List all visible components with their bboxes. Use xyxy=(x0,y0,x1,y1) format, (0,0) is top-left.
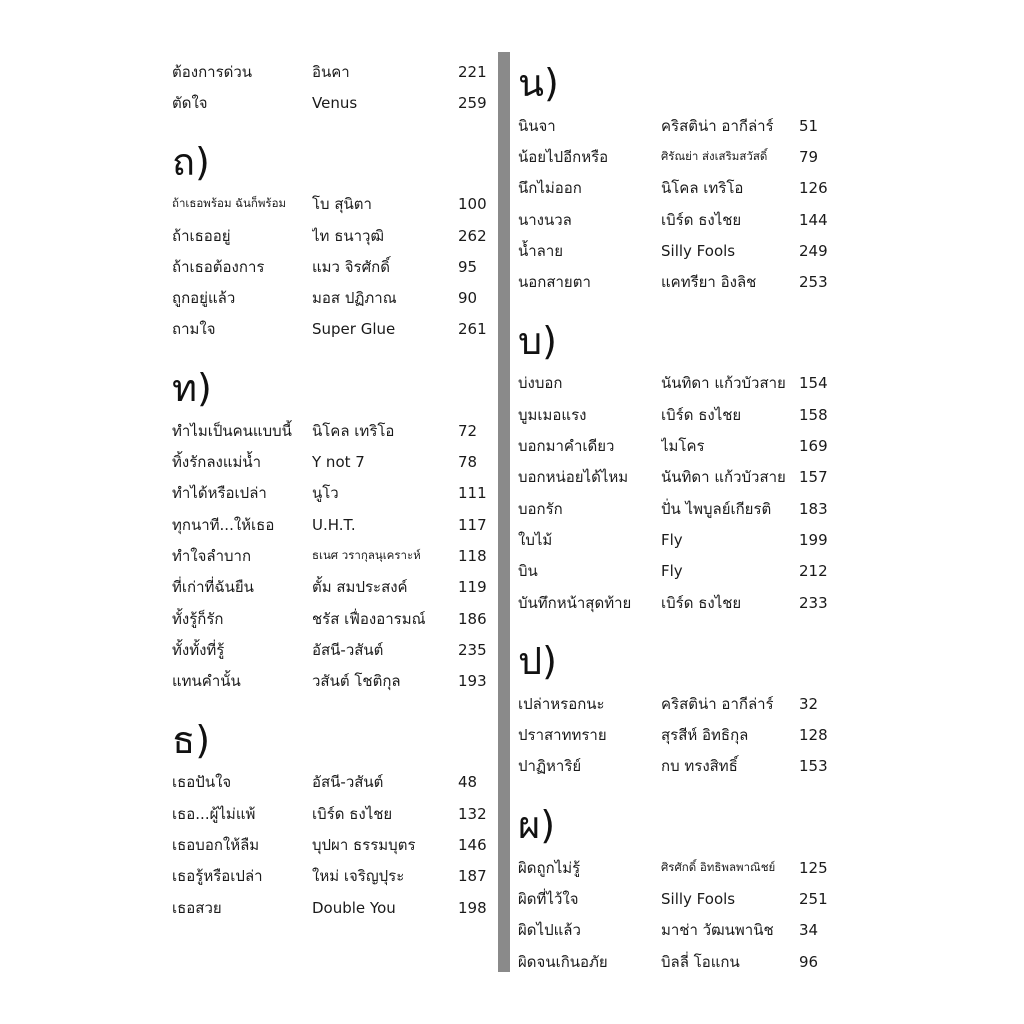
index-entry xyxy=(172,56,490,87)
page-number: 132 xyxy=(458,804,487,823)
section-letter: น) xyxy=(518,61,559,105)
artist-name: แมว จิรศักดิ์ xyxy=(312,257,390,276)
song-title: น้ำลาย xyxy=(518,241,564,260)
song-title: เธอปันใจ xyxy=(172,773,232,792)
artist-name: ตั้ม สมประสงค์ xyxy=(312,578,408,597)
artist-name: Y not 7 xyxy=(312,453,365,472)
index-entry xyxy=(172,572,490,603)
index-entry xyxy=(518,430,836,461)
page-number: 79 xyxy=(799,147,819,166)
song-title: เธอรู้หรือเปล่า xyxy=(172,867,263,886)
page-number: 96 xyxy=(799,952,819,971)
artist-name: บิลลี่ โอแกน xyxy=(661,952,740,971)
index-entry xyxy=(172,665,490,696)
index-entry xyxy=(518,173,836,204)
artist-name: ชรัส เฟื่องอารมณ์ xyxy=(312,609,426,628)
page-number: 144 xyxy=(799,210,828,229)
index-entry xyxy=(518,368,836,399)
index-entry xyxy=(172,861,490,892)
index-entry xyxy=(172,87,490,118)
page-number: 72 xyxy=(458,421,478,440)
song-title: ทั้งรู้ก็รัก xyxy=(172,609,224,628)
artist-name: คริสติน่า อากีล่าร์ xyxy=(661,116,774,135)
index-entry xyxy=(518,556,836,587)
page-number: 95 xyxy=(458,257,478,276)
artist-name: Fly xyxy=(661,530,683,549)
song-title: ทุกนาที...ให้เธอ xyxy=(172,515,275,534)
artist-name: เบิร์ด ธงไชย xyxy=(661,405,742,424)
artist-name: นันทิดา แก้วบัวสาย xyxy=(661,468,786,487)
song-title: ตัดใจ xyxy=(172,93,208,112)
index-entry xyxy=(518,266,836,297)
song-title: ถูกอยู่แล้ว xyxy=(172,289,236,308)
song-title: บอกหน่อยได้ไหม xyxy=(518,468,629,487)
index-entry xyxy=(172,415,490,446)
artist-name: เบิร์ด ธงไชย xyxy=(312,804,393,823)
artist-name: Fly xyxy=(661,562,683,581)
index-section xyxy=(172,361,490,697)
artist-name: คริสติน่า อากีล่าร์ xyxy=(661,694,774,713)
artist-name: นันทิดา แก้วบัวสาย xyxy=(661,374,786,393)
song-title: ทำไมเป็นคนแบบนี้ xyxy=(172,421,292,440)
song-title: ที่เก่าที่ฉันยืน xyxy=(172,578,254,597)
song-title: บันทึกหน้าสุดท้าย xyxy=(518,593,632,612)
song-title: ปาฏิหาริย์ xyxy=(518,757,582,776)
section-letter: ถ) xyxy=(172,139,210,184)
index-section xyxy=(172,135,490,345)
page-number: 261 xyxy=(458,320,487,339)
page-number: 199 xyxy=(799,530,828,549)
page-number: 118 xyxy=(458,546,487,565)
page-number: 153 xyxy=(799,757,828,776)
column-divider xyxy=(498,52,510,972)
page-number: 32 xyxy=(799,694,819,713)
page-number: 34 xyxy=(799,921,819,940)
artist-name: ใหม่ เจริญปุระ xyxy=(312,867,405,886)
artist-name: เบิร์ด ธงไชย xyxy=(661,210,742,229)
song-title: น้อยไปอีกหรือ xyxy=(518,147,609,166)
page-number: 117 xyxy=(458,515,487,534)
song-title: ทิ้งรักลงแม่น้ำ xyxy=(172,453,262,472)
section-letter: ป) xyxy=(518,639,557,684)
page-number: 193 xyxy=(458,672,487,691)
index-entry xyxy=(518,946,836,977)
page-number: 90 xyxy=(458,289,478,308)
artist-name: อินคา xyxy=(312,62,350,81)
artist-name: ไมโคร xyxy=(661,437,705,456)
index-entry xyxy=(172,446,490,477)
page-number: 78 xyxy=(458,453,478,472)
song-title: ทั้งทั้งที่รู้ xyxy=(172,640,225,659)
page-number: 262 xyxy=(458,226,487,245)
song-title: ผิดที่ไว้ใจ xyxy=(518,889,579,908)
song-title: ถ้าเธอพร้อม ฉันก็พร้อม xyxy=(172,196,287,211)
song-title: บ่งบอก xyxy=(518,374,563,393)
page-number: 126 xyxy=(799,179,828,198)
page-number: 233 xyxy=(799,593,828,612)
song-title: นางนวล xyxy=(518,210,572,229)
index-entry xyxy=(172,767,490,798)
index-entry xyxy=(172,892,490,923)
page-number: 187 xyxy=(458,867,487,886)
index-entry xyxy=(518,204,836,235)
section-letter: ท) xyxy=(172,366,212,411)
index-entry xyxy=(518,719,836,750)
page-number: 51 xyxy=(799,116,819,135)
page-number: 119 xyxy=(458,578,487,597)
section-letter: ผ) xyxy=(518,803,556,848)
index-entry xyxy=(518,141,836,172)
artist-name: บุปผา ธรรมบุตร xyxy=(312,835,416,854)
index-section xyxy=(518,634,836,782)
page-number: 251 xyxy=(799,889,828,908)
song-title: ทำได้หรือเปล่า xyxy=(172,484,267,503)
page-number: 125 xyxy=(799,858,828,877)
song-title: แทนคำนั้น xyxy=(172,672,241,691)
artist-name: มาช่า วัฒนพานิช xyxy=(661,921,774,940)
song-title: ต้องการด่วน xyxy=(172,62,253,81)
index-entry xyxy=(172,478,490,509)
song-title: เธอสวย xyxy=(172,898,222,917)
artist-name: กบ ทรงสิทธิ์ xyxy=(661,757,738,776)
section-letter: บ) xyxy=(518,318,557,363)
song-title: ผิดถูกไม่รู้ xyxy=(518,858,581,877)
song-title: บิน xyxy=(518,562,538,581)
index-entry xyxy=(172,509,490,540)
song-title: ปราสาททราย xyxy=(518,726,607,745)
page-number: 249 xyxy=(799,241,828,260)
index-section xyxy=(518,798,836,977)
page-number: 100 xyxy=(458,195,487,214)
artist-name: อัสนี-วสันต์ xyxy=(312,773,384,792)
index-entry xyxy=(518,110,836,141)
artist-name: มอส ปฏิภาณ xyxy=(312,289,397,308)
song-title: ผิดจนเกินอภัย xyxy=(518,952,608,971)
index-entry xyxy=(518,852,836,883)
index-entry xyxy=(518,883,836,914)
artist-name: นิโคล เทริโอ xyxy=(312,421,395,440)
page-number: 158 xyxy=(799,405,828,424)
page-number: 259 xyxy=(458,93,487,112)
index-entry xyxy=(518,751,836,782)
right-column xyxy=(518,56,836,993)
page-number: 48 xyxy=(458,773,478,792)
song-title: เปล่าหรอกนะ xyxy=(518,694,605,713)
index-entry xyxy=(172,314,490,345)
page-number: 253 xyxy=(799,273,828,292)
page-number: 111 xyxy=(458,484,487,503)
artist-name: นิโคล เทริโอ xyxy=(661,179,744,198)
page-number: 157 xyxy=(799,468,828,487)
artist-name: ปั่น ไพบูลย์เกียรติ xyxy=(661,499,772,518)
artist-name: วสันต์ โชติกุล xyxy=(312,672,401,691)
song-title: ทำใจลำบาก xyxy=(172,546,252,565)
artist-name: สุรสีห์ อิทธิกุล xyxy=(661,726,749,745)
artist-name: ธเนศ วรากุลนุเคราะห์ xyxy=(312,547,421,562)
index-section xyxy=(172,713,490,923)
artist-name: Venus xyxy=(312,93,358,112)
index-entry xyxy=(172,220,490,251)
artist-name: เบิร์ด ธงไชย xyxy=(661,593,742,612)
artist-name: ศิรศักดิ์ อิทธิพลพาณิชย์ xyxy=(661,859,776,874)
index-entry xyxy=(172,603,490,634)
artist-name: Double You xyxy=(312,898,396,917)
song-title: นึกไม่ออก xyxy=(518,179,582,198)
artist-name: ศิรัณย่า ส่งเสริมสวัสดิ์ xyxy=(661,148,768,163)
page-number: 186 xyxy=(458,609,487,628)
index-section xyxy=(172,56,490,119)
index-entry xyxy=(518,587,836,618)
page-number: 169 xyxy=(799,437,828,456)
song-title: บอกมาคำเดียว xyxy=(518,437,615,456)
artist-name: Silly Fools xyxy=(661,889,736,908)
song-title: เธอ...ผู้ไม่แพ้ xyxy=(172,804,256,823)
index-entry xyxy=(518,235,836,266)
artist-name: U.H.T. xyxy=(312,515,356,534)
section-letter: ธ) xyxy=(172,717,211,762)
index-section xyxy=(518,314,836,618)
index-entry xyxy=(518,688,836,719)
page-number: 154 xyxy=(799,374,828,393)
song-title: เธอบอกให้ลืม xyxy=(172,835,260,854)
page-number: 221 xyxy=(458,62,487,81)
index-entry xyxy=(172,540,490,571)
artist-name: นูโว xyxy=(312,484,339,503)
index-entry xyxy=(518,493,836,524)
page-number: 146 xyxy=(458,835,487,854)
index-entry xyxy=(172,282,490,313)
page-number: 235 xyxy=(458,640,487,659)
song-title: ถ้าเธอต้องการ xyxy=(172,257,265,276)
left-column xyxy=(172,56,490,939)
song-title: นอกสายตา xyxy=(518,273,591,292)
index-entry xyxy=(518,524,836,555)
index-entry xyxy=(518,462,836,493)
page-number: 183 xyxy=(799,499,828,518)
page-number: 128 xyxy=(799,726,828,745)
artist-name: แคทรียา อิงลิช xyxy=(661,273,757,292)
artist-name: ไท ธนาวุฒิ xyxy=(312,226,385,245)
index-entry xyxy=(172,829,490,860)
song-title: บอกรัก xyxy=(518,499,563,518)
page-number: 198 xyxy=(458,898,487,917)
index-section xyxy=(518,56,836,298)
index-entry xyxy=(172,634,490,665)
index-entry xyxy=(518,399,836,430)
index-entry xyxy=(172,189,490,220)
index-entry xyxy=(172,251,490,282)
page-number: 212 xyxy=(799,562,828,581)
song-title: นินจา xyxy=(518,116,556,135)
song-title: ใบไม้ xyxy=(518,530,553,549)
artist-name: Super Glue xyxy=(312,320,396,339)
index-entry xyxy=(518,915,836,946)
artist-name: โบ สุนิตา xyxy=(312,195,372,214)
song-title: บูมเมอแรง xyxy=(518,405,587,424)
song-title: ถ้าเธออยู่ xyxy=(172,226,231,245)
artist-name: Silly Fools xyxy=(661,241,736,260)
artist-name: อัสนี-วสันต์ xyxy=(312,640,384,659)
song-title: ผิดไปแล้ว xyxy=(518,921,581,940)
index-entry xyxy=(172,798,490,829)
song-title: ถามใจ xyxy=(172,320,216,339)
